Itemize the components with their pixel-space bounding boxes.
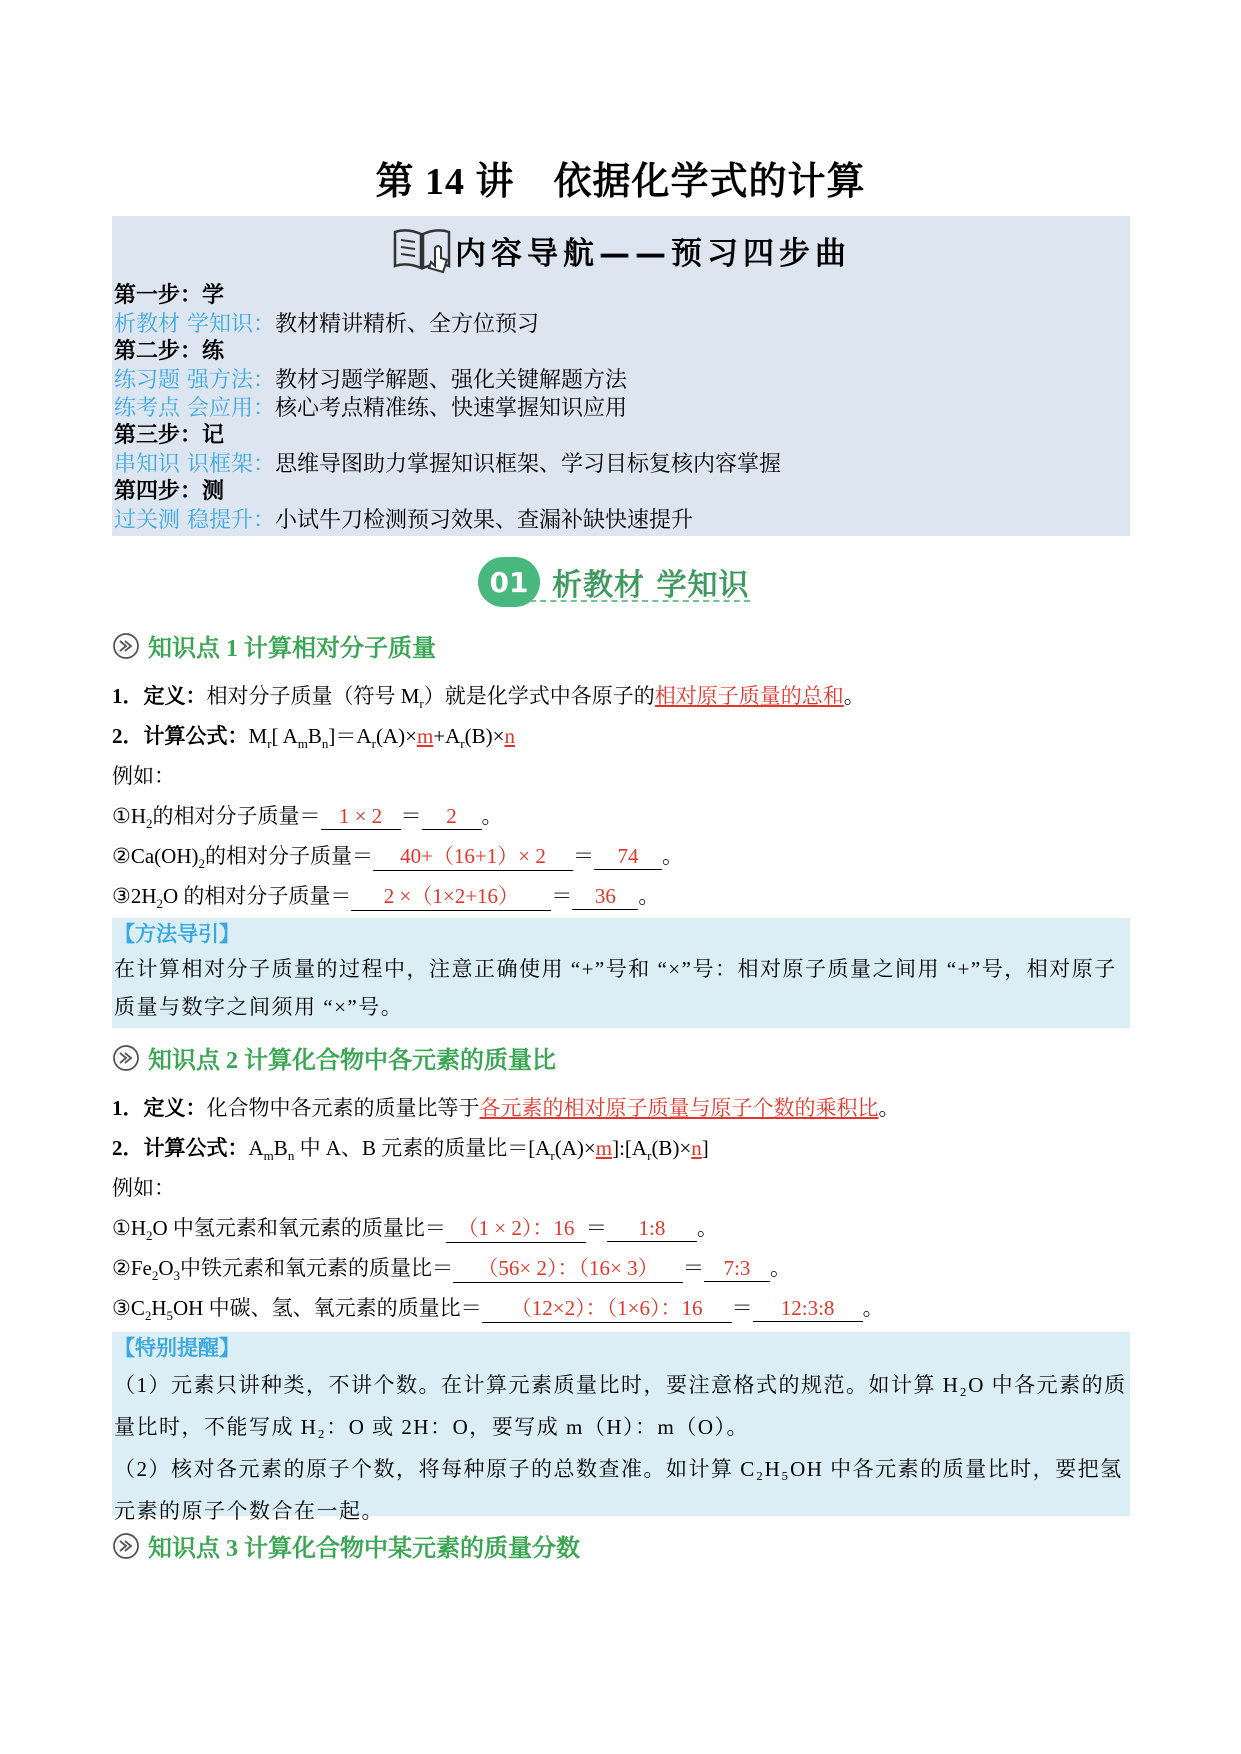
def-end: 。 — [878, 1096, 900, 1120]
eq: ＝ — [683, 1256, 704, 1280]
kp1-example-1: $①H_2$的相对分子质量＝ 1 × 2 ＝ 2 。 — [112, 804, 503, 832]
method-guide-box — [112, 918, 1130, 1028]
end: 。 — [862, 1296, 884, 1320]
remind-heading: 【特别提醒】 — [114, 1336, 240, 1360]
page-title: 第 14 讲 依据化学式的计算 — [375, 161, 866, 203]
kp2-definition — [112, 1092, 900, 1122]
def-answer: 相对原子质量的总和 — [654, 684, 844, 708]
eq: ＝ — [572, 844, 594, 868]
arrow-circle-icon — [112, 1532, 140, 1560]
kp1-example-2: $②Ca(OH)_2$的相对分子质量＝ 40+（16+1）× 2 ＝ 74 。 — [112, 840, 683, 872]
answer-blank: 1 × 2 — [321, 804, 401, 830]
def-end: 。 — [843, 684, 865, 708]
ex-pre: ②Ca(OH) — [112, 844, 199, 868]
formula-label: 2．计算公式： — [112, 724, 249, 748]
ex-mid: 的相对分子质量＝ — [204, 844, 373, 868]
ex-mid: 中铁元素和氧元素的质量比＝ — [180, 1256, 453, 1280]
book-pointer-icon — [391, 222, 455, 278]
answer-blank: 7:3 — [704, 1256, 770, 1282]
eq: ＝ — [400, 804, 422, 828]
answer-blank: 12:3:8 — [753, 1296, 863, 1322]
kp1-title: 知识点 1 计算相对分子质量 — [148, 636, 436, 662]
ex-pre: ②Fe — [112, 1256, 152, 1280]
end: 。 — [481, 804, 503, 828]
kp3-heading — [112, 1528, 580, 1563]
def-label: 1．定义： — [112, 1096, 207, 1120]
kp1-example-3: $③2H_2O$ 的相对分子质量＝ 2 ×（1×2+16） ＝ 36 。 — [112, 880, 659, 912]
nav-title: 内容导航——预习四步曲 — [455, 235, 851, 272]
def-text: 相对分子质量（符号 M — [206, 684, 420, 708]
nav-item — [114, 450, 781, 479]
kp2-heading — [112, 1040, 556, 1075]
end: 。 — [696, 1216, 718, 1240]
formula: $M_r$[ $A_mB_n]=A_r(A)\times m+A_r(B)\times n$ — [248, 724, 515, 752]
nav-item — [114, 366, 627, 395]
ex-mid: 的相对分子质量＝ — [152, 804, 321, 828]
kp2-example-1: $①H_2O$ 中氢元素和氧元素的质量比＝ （1 × 2）：16 ＝ 1:8 。 — [112, 1212, 718, 1244]
kp1-formula — [112, 720, 515, 752]
nav-item-text: 核心考点精准练、快速掌握知识应用 — [275, 395, 628, 420]
eq: ＝ — [551, 884, 573, 908]
ex-pre: ③C — [112, 1296, 145, 1320]
kp2-example-2: $②Fe_2O_3$中铁元素和氧元素的质量比＝ （56× 2）：（16× 3） ＝ 7:3 。 — [112, 1252, 791, 1284]
nav-item-text: 教材精讲精析、全方位预习 — [275, 311, 540, 336]
nav-item-tag: 串知识 识框架： — [114, 452, 275, 477]
nav-item-text: 思维导图助力掌握知识框架、学习目标复核内容掌握 — [275, 451, 782, 476]
formula-label: 2．计算公式： — [112, 1136, 249, 1160]
kp2-example-label: 例如： — [112, 1176, 175, 1200]
kp2-title: 知识点 2 计算化合物中各元素的质量比 — [148, 1048, 556, 1074]
kp1-definition — [112, 680, 865, 712]
end: 。 — [638, 884, 660, 908]
ex-pre: ①H — [112, 804, 146, 828]
answer-blank: （56× 2）：（16× 3） — [453, 1252, 683, 1283]
content-navigation — [112, 216, 1130, 536]
remind-p2: （2）核对各元素的原子个数，将每种原子的总数查准。如计算 C₂H₅OH 中各元素的质量比时，要把氢元素的原子个数合在一起。 — [114, 1457, 1123, 1523]
answer-blank: 40+（16+1）× 2 — [373, 840, 573, 871]
answer-blank: （1 × 2）：16 — [446, 1212, 586, 1243]
nav-item — [114, 506, 693, 535]
nav-item-text: 教材习题学解题、强化关键解题方法 — [275, 367, 628, 392]
end: 。 — [770, 1256, 791, 1280]
formula: $A_mB_n$ 中 A、B 元素的质量比$=[A_r(A)\times m]:[A_r(B)\times n]$ — [248, 1136, 709, 1164]
method-heading: 【方法导引】 — [114, 922, 240, 946]
nav-item-text: 小试牛刀检测预习效果、查漏补缺快速提升 — [275, 507, 694, 532]
nav-item-tag: 析教材 学知识： — [114, 312, 275, 337]
ex-mid: OH 中碳、氢、氧元素的质量比＝ — [173, 1296, 482, 1320]
kp2-formula — [112, 1132, 709, 1164]
def-label: 1．定义： — [112, 684, 207, 708]
answer-blank: 36 — [572, 884, 638, 910]
nav-item — [114, 394, 627, 423]
def-text2: ）就是化学式中各原子的 — [423, 684, 655, 708]
nav-item-tag: 练习题 强方法： — [114, 368, 275, 393]
nav-header — [112, 216, 1130, 282]
answer-blank: （12×2）：（1×6）：16 — [482, 1292, 732, 1323]
end: 。 — [661, 844, 683, 868]
section-label: 析教材 学知识 — [552, 568, 750, 603]
arrow-circle-icon — [112, 632, 140, 660]
ex-pre: ③2H — [112, 884, 157, 908]
answer-blank: 2 — [422, 804, 482, 830]
kp1-heading — [112, 628, 436, 663]
nav-step-2: 第二步：练 — [114, 339, 225, 364]
nav-item-tag: 过关测 稳提升： — [114, 508, 275, 533]
method-text: 在计算相对分子质量的过程中，注意正确使用 “+”号和 “×”号：相对原子质量之间用 “+”号，相对原子质量与数字之间须用 “×”号。 — [114, 957, 1117, 1019]
remind-p1: （1）元素只讲种类，不讲个数。在计算元素质量比时，要注意格式的规范。如计算 H₂O 中各元素的质量比时，不能写成 H₂：O 或 2H：O，要写成 m（H）：m（O）。 — [114, 1373, 1127, 1439]
section-underline — [530, 600, 750, 602]
nav-step-3: 第三步：记 — [114, 423, 225, 448]
def-text: 化合物中各元素的质量比等于 — [206, 1096, 480, 1120]
def-sub: r — [419, 696, 424, 712]
nav-step-1: 第一步：学 — [114, 283, 225, 308]
special-reminder-box — [112, 1332, 1130, 1523]
nav-item — [114, 310, 539, 339]
kp1-example-label: 例如： — [112, 764, 175, 788]
nav-item-tag: 练考点 会应用： — [114, 396, 275, 421]
answer-blank: 74 — [594, 844, 662, 870]
nav-step-4: 第四步：测 — [114, 479, 225, 504]
section-number: 01 — [478, 557, 540, 607]
eq: ＝ — [731, 1296, 753, 1320]
def-answer: 各元素的相对原子质量与原子个数的乘积比 — [479, 1096, 879, 1120]
answer-blank: 2 ×（1×2+16） — [351, 880, 551, 911]
answer-blank: 1:8 — [607, 1216, 697, 1242]
arrow-circle-icon — [112, 1044, 140, 1072]
kp3-title: 知识点 3 计算化合物中某元素的质量分数 — [148, 1536, 580, 1562]
ex-mid: O 的相对分子质量＝ — [163, 884, 352, 908]
eq: ＝ — [585, 1216, 607, 1240]
kp2-example-3: $③C_2H_5OH$ 中碳、氢、氧元素的质量比＝ （12×2）：（1×6）：16 ＝ 12:3:8 。 — [112, 1292, 884, 1324]
ex-mid: O 中氢元素和氧元素的质量比＝ — [152, 1216, 446, 1240]
ex-pre: ①H — [112, 1216, 146, 1240]
